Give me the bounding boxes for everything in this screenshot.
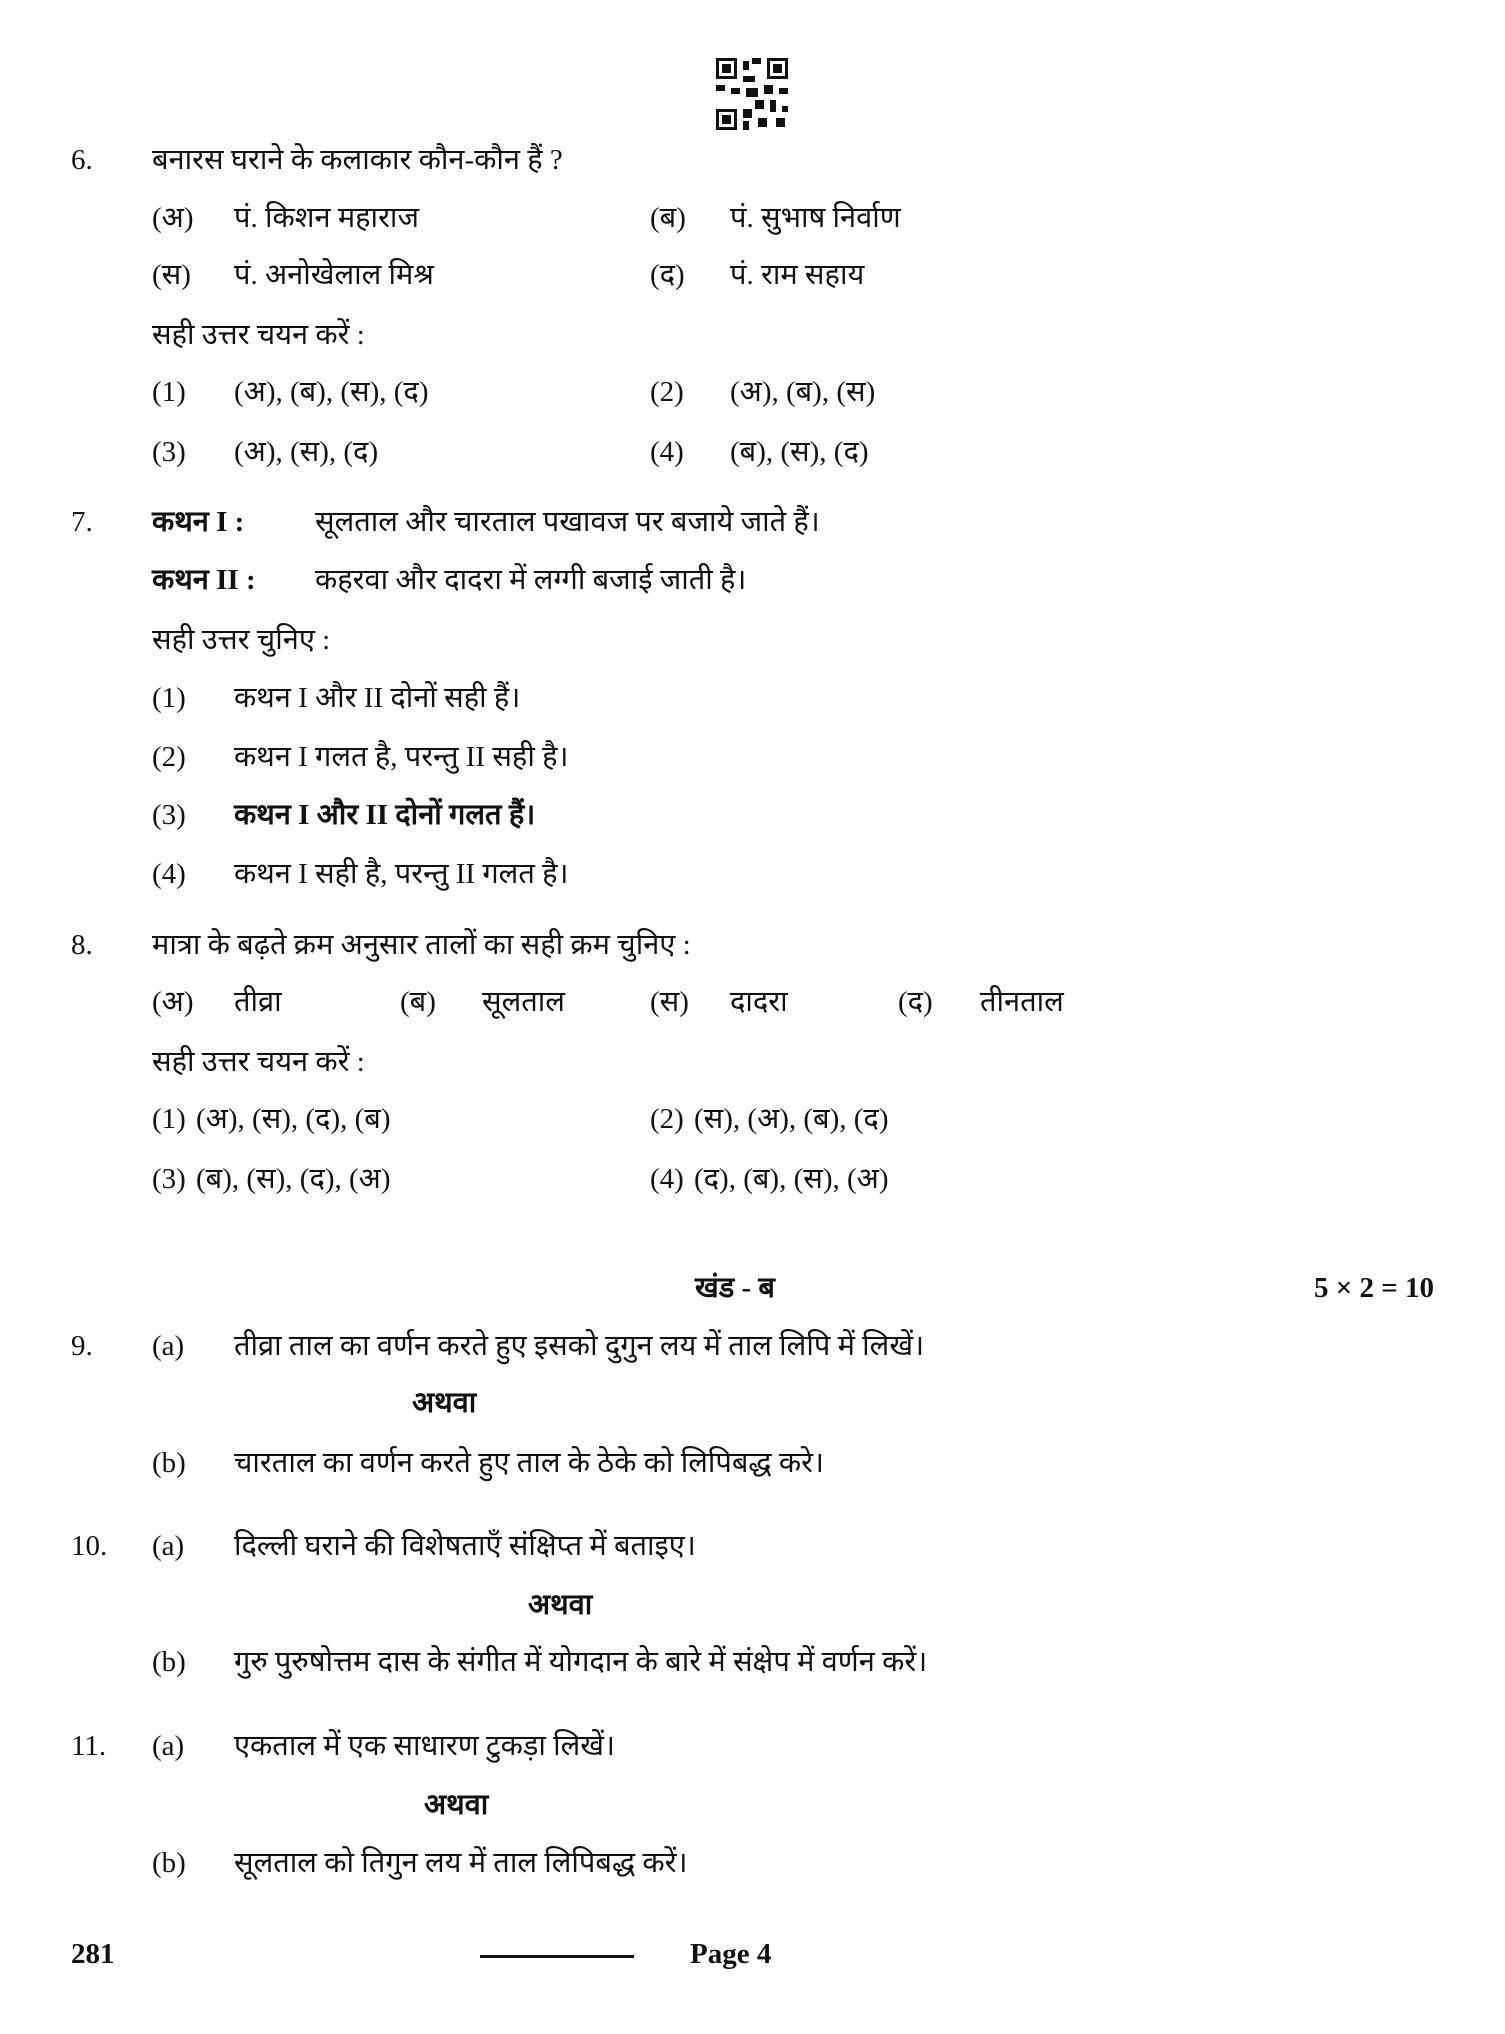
answer-label: (1): [152, 376, 186, 408]
answer-text: (द), (ब), (स), (अ): [694, 1163, 889, 1195]
question-number: 9.: [71, 1330, 93, 1362]
answer-label: (4): [650, 436, 684, 468]
answer-text: (अ), (ब), (स): [730, 376, 876, 408]
option-label: (अ): [152, 986, 194, 1018]
option-label: (द): [898, 986, 933, 1018]
option-text: पं. किशन महाराज: [234, 202, 419, 234]
answer-text: कथन I सही है, परन्तु II गलत है।: [234, 858, 569, 890]
answer-text: (ब), (स), (द): [730, 436, 869, 468]
question-number: 11.: [71, 1730, 107, 1762]
option-text: सूलताल: [482, 986, 565, 1018]
answer-text: कथन I और II दोनों सही हैं।: [234, 682, 521, 714]
option-text: पं. राम सहाय: [730, 259, 865, 291]
part-a-label: (a): [152, 1530, 185, 1562]
answer-text: कथन I और II दोनों गलत हैं।: [234, 799, 536, 831]
or-label: अथवा: [412, 1387, 477, 1419]
answer-label: (2): [152, 741, 186, 773]
answer-text: (अ), (स), (द), (ब): [196, 1103, 391, 1135]
question-text: बनारस घराने के कलाकार कौन-कौन हैं ?: [152, 144, 563, 176]
part-b-text: गुरु पुरुषोत्तम दास के संगीत में योगदान के बारे में संक्षेप में वर्णन करें।: [234, 1646, 928, 1678]
answer-text: (अ), (ब), (स), (द): [234, 376, 429, 408]
statement-2-text: कहरवा और दादरा में लग्गी बजाई जाती है।: [315, 564, 747, 596]
question-text: मात्रा के बढ़ते क्रम अनुसार तालों का सही क्रम चुनिए :: [152, 929, 691, 961]
question-number: 7.: [71, 506, 93, 538]
paper-code: 281: [71, 1938, 115, 1970]
option-label: (स): [152, 259, 191, 291]
qr-code-icon: [716, 58, 788, 130]
answer-prompt: सही उत्तर चयन करें :: [152, 1046, 365, 1078]
part-a-text: दिल्ली घराने की विशेषताएँ संक्षिप्त में बताइए।: [234, 1530, 696, 1562]
question-number: 8.: [71, 929, 93, 961]
option-label: (स): [650, 986, 689, 1018]
part-b-text: सूलताल को तिगुन लय में ताल लिपिबद्ध करें।: [234, 1847, 688, 1879]
option-text: दादरा: [730, 986, 788, 1018]
answer-label: (2): [650, 1103, 684, 1135]
part-b-text: चारताल का वर्णन करते हुए ताल के ठेके को लिपिबद्ध करे।: [234, 1447, 824, 1479]
answer-label: (3): [152, 799, 186, 831]
part-a-text: तीव्रा ताल का वर्णन करते हुए इसको दुगुन लय में ताल लिपि में लिखें।: [234, 1330, 925, 1362]
answer-prompt: सही उत्तर चयन करें :: [152, 319, 365, 351]
part-b-label: (b): [152, 1447, 186, 1479]
footer-divider: [480, 1955, 634, 1958]
answer-label: (1): [152, 1103, 186, 1135]
option-text: तीनताल: [980, 986, 1064, 1018]
option-text: तीव्रा: [234, 986, 282, 1018]
part-a-label: (a): [152, 1330, 185, 1362]
question-number: 6.: [71, 144, 93, 176]
answer-label: (2): [650, 376, 684, 408]
option-label: (द): [650, 259, 685, 291]
statement-2-label: कथन II :: [152, 564, 256, 596]
answer-label: (4): [650, 1163, 684, 1195]
answer-text: (स), (अ), (ब), (द): [694, 1103, 889, 1135]
answer-text: (ब), (स), (द), (अ): [196, 1163, 391, 1195]
question-number: 10.: [71, 1530, 108, 1562]
option-label: (ब): [650, 202, 686, 234]
option-label: (अ): [152, 202, 194, 234]
answer-prompt: सही उत्तर चुनिए :: [152, 624, 331, 656]
or-label: अथवा: [424, 1789, 489, 1821]
answer-text: (अ), (स), (द): [234, 436, 379, 468]
answer-label: (4): [152, 858, 186, 890]
page-number: Page 4: [690, 1938, 772, 1970]
option-text: पं. अनोखेलाल मिश्र: [234, 259, 434, 291]
part-a-text: एकताल में एक साधारण टुकड़ा लिखें।: [234, 1730, 616, 1762]
option-text: पं. सुभाष निर्वाण: [730, 202, 901, 234]
part-b-label: (b): [152, 1847, 186, 1879]
answer-label: (1): [152, 682, 186, 714]
option-label: (ब): [400, 986, 436, 1018]
section-title: खंड - ब: [695, 1272, 775, 1304]
section-marks: 5 × 2 = 10: [1313, 1272, 1434, 1304]
statement-1-label: कथन I :: [152, 506, 245, 538]
or-label: अथवा: [528, 1589, 593, 1621]
answer-label: (3): [152, 1163, 186, 1195]
part-b-label: (b): [152, 1646, 186, 1678]
statement-1-text: सूलताल और चारताल पखावज पर बजाये जाते हैं।: [315, 506, 820, 538]
answer-label: (3): [152, 436, 186, 468]
answer-text: कथन I गलत है, परन्तु II सही है।: [234, 741, 569, 773]
part-a-label: (a): [152, 1730, 185, 1762]
